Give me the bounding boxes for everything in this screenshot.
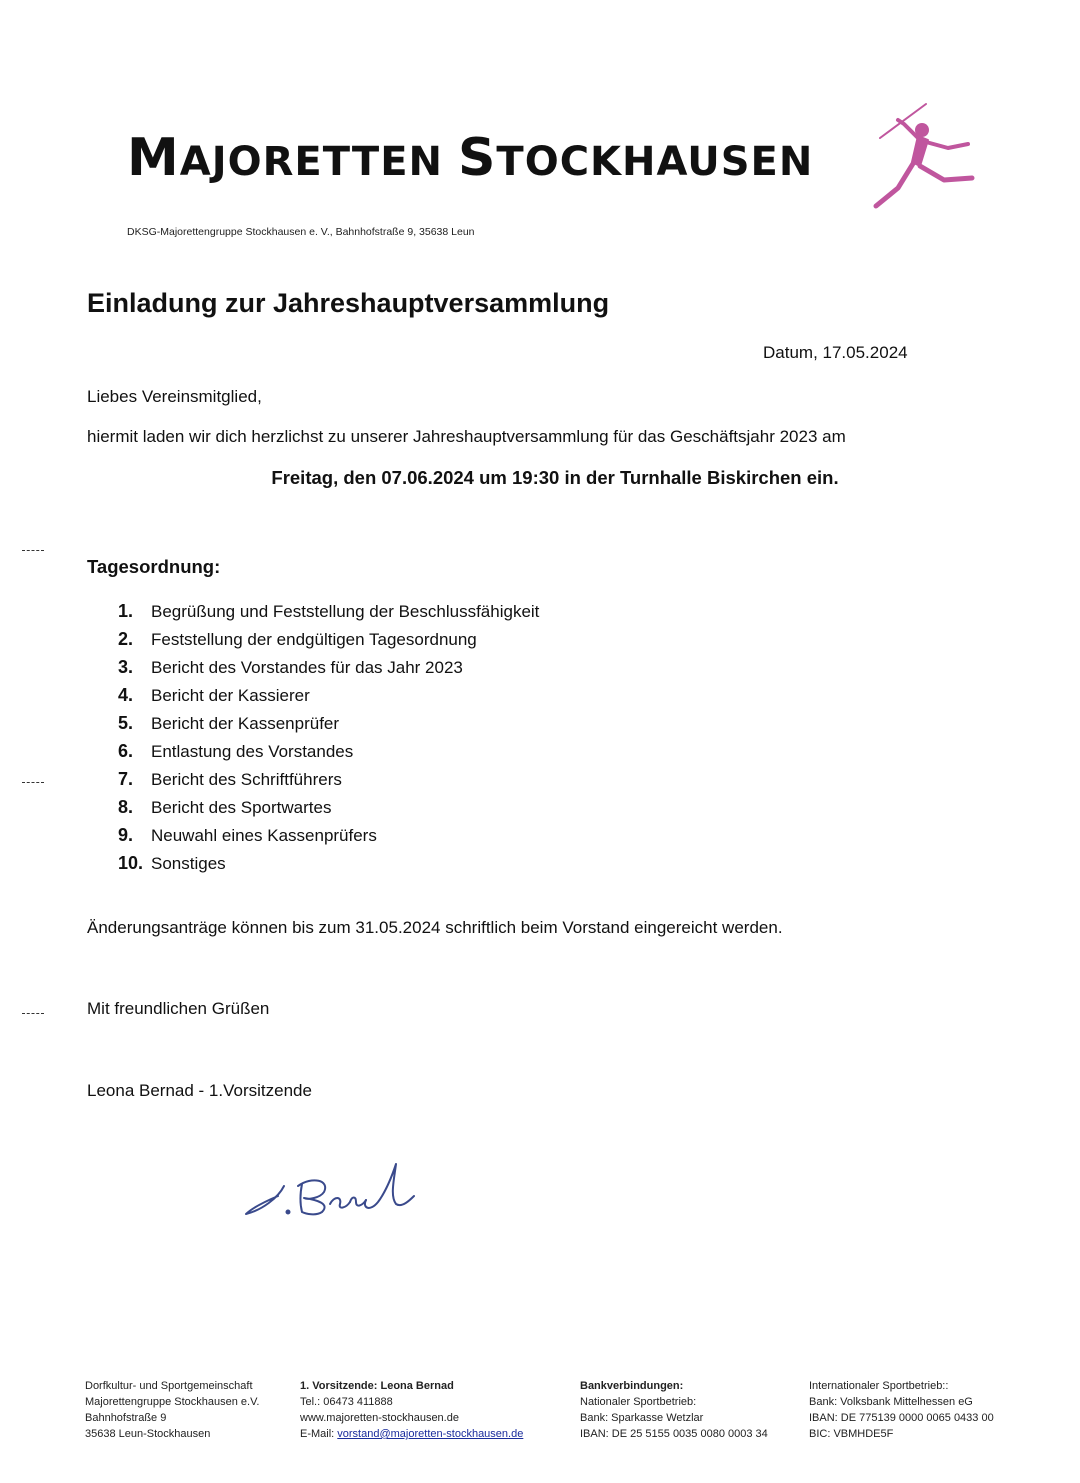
agenda-item-text: Sonstiges [151, 854, 226, 873]
agenda-item [118, 849, 539, 877]
footer-line: Nationaler Sportbetrieb: [580, 1396, 697, 1408]
brand-word-2: TOCKHAUSEN [496, 139, 814, 185]
salutation: Liebes Vereinsmitglied, [87, 387, 262, 406]
footer-line: Bank: Volksbank Mittelhessen eG [809, 1396, 973, 1408]
agenda-item-number: 8. [118, 797, 134, 817]
agenda-item [118, 653, 539, 681]
agenda-item-number: 10. [118, 853, 144, 873]
footer-line: BIC: VBMHDE5F [809, 1428, 894, 1440]
agenda-item-number: 9. [118, 825, 134, 845]
footer-line: Dorfkultur- und Sportgemeinschaft [85, 1380, 253, 1392]
footer-bank-international [809, 1378, 994, 1442]
footer-email-link[interactable]: vorstand@majoretten-stockhausen.de [337, 1428, 524, 1440]
agenda-item [118, 821, 539, 849]
closing: Mit freundlichen Grüßen [87, 999, 270, 1018]
agenda-item-text: Entlastung des Vorstandes [151, 742, 354, 761]
brand-initial-m: M [127, 128, 180, 188]
dancing-majorette-icon [868, 100, 978, 215]
agenda-item-text: Bericht der Kassierer [151, 686, 310, 705]
agenda-item-text: Bericht des Sportwartes [151, 798, 332, 817]
footer-club-address [85, 1378, 260, 1442]
footer-line: Majorettengruppe Stockhausen e.V. [85, 1396, 260, 1408]
agenda-item-number: 2. [118, 629, 134, 649]
agenda-item-number: 6. [118, 741, 134, 761]
agenda-item [118, 625, 539, 653]
footer-contact [300, 1378, 523, 1442]
footer-email-line [300, 1426, 523, 1442]
footer-phone: Tel.: 06473 411888 [300, 1396, 393, 1408]
event-details: Freitag, den 07.06.2024 um 19:30 in der Turnhalle Biskirchen ein. [271, 467, 839, 488]
agenda-item-text: Bericht des Schriftführers [151, 770, 342, 789]
agenda-item-text: Begrüßung und Feststellung der Beschlussfähigkeit [151, 602, 540, 621]
footer-line: 35638 Leun-Stockhausen [85, 1428, 211, 1440]
footer-line: Bank: Sparkasse Wetzlar [580, 1412, 704, 1424]
footer-line: Bahnhofstraße 9 [85, 1412, 167, 1424]
agenda-item-text: Bericht des Vorstandes für das Jahr 2023 [151, 658, 463, 677]
agenda-item-number: 4. [118, 685, 134, 705]
margin-mark [22, 1013, 44, 1014]
sender-address-line: DKSG-Majorettengruppe Stockhausen e. V., Bahnhofstraße 9, 35638 Leun [127, 226, 475, 238]
amendments-note: Änderungsanträge können bis zum 31.05.2024 schriftlich beim Vorstand eingereicht werden. [87, 918, 783, 937]
agenda-item-text: Feststellung der endgültigen Tagesordnung [151, 630, 477, 649]
agenda-item [118, 737, 539, 765]
footer-website: www.majoretten-stockhausen.de [300, 1412, 459, 1424]
footer-line: Internationaler Sportbetrieb:: [809, 1380, 949, 1392]
footer-bank-heading: Bankverbindungen: [580, 1380, 684, 1392]
agenda-item-number: 7. [118, 769, 134, 789]
agenda-item [118, 709, 539, 737]
brand-word-1: AJORETTEN [179, 139, 444, 185]
agenda-item [118, 681, 539, 709]
signer-name: Leona Bernad - 1.Vorsitzende [87, 1081, 312, 1100]
footer-chair: 1. Vorsitzende: Leona Bernad [300, 1380, 454, 1392]
footer-line: IBAN: DE 775139 0000 0065 0433 00 [809, 1412, 994, 1424]
footer-email-label: E-Mail: [300, 1428, 338, 1440]
brand-name [127, 128, 813, 188]
letter-date: Datum, 17.05.2024 [763, 343, 908, 362]
brand-initial-s: S [457, 128, 497, 188]
footer-bank-national [580, 1378, 768, 1442]
agenda-item-number: 3. [118, 657, 134, 677]
agenda-item-text: Neuwahl eines Kassenprüfers [151, 826, 377, 845]
agenda-item [118, 597, 539, 625]
agenda-heading: Tagesordnung: [87, 556, 221, 577]
agenda-item-number: 1. [118, 601, 134, 621]
agenda-item-number: 5. [118, 713, 134, 733]
agenda-item [118, 793, 539, 821]
agenda-list [118, 597, 539, 877]
footer-line: IBAN: DE 25 5155 0035 0080 0003 34 [580, 1428, 768, 1440]
margin-mark [22, 550, 44, 551]
letter-title: Einladung zur Jahreshauptversammlung [87, 288, 610, 318]
margin-mark [22, 782, 44, 783]
agenda-item [118, 765, 539, 793]
signature-icon [238, 1146, 458, 1226]
intro-paragraph: hiermit laden wir dich herzlichst zu unserer Jahreshauptversammlung für das Geschäftsjahr 2023 am [87, 427, 846, 446]
agenda-item-text: Bericht der Kassenprüfer [151, 714, 340, 733]
